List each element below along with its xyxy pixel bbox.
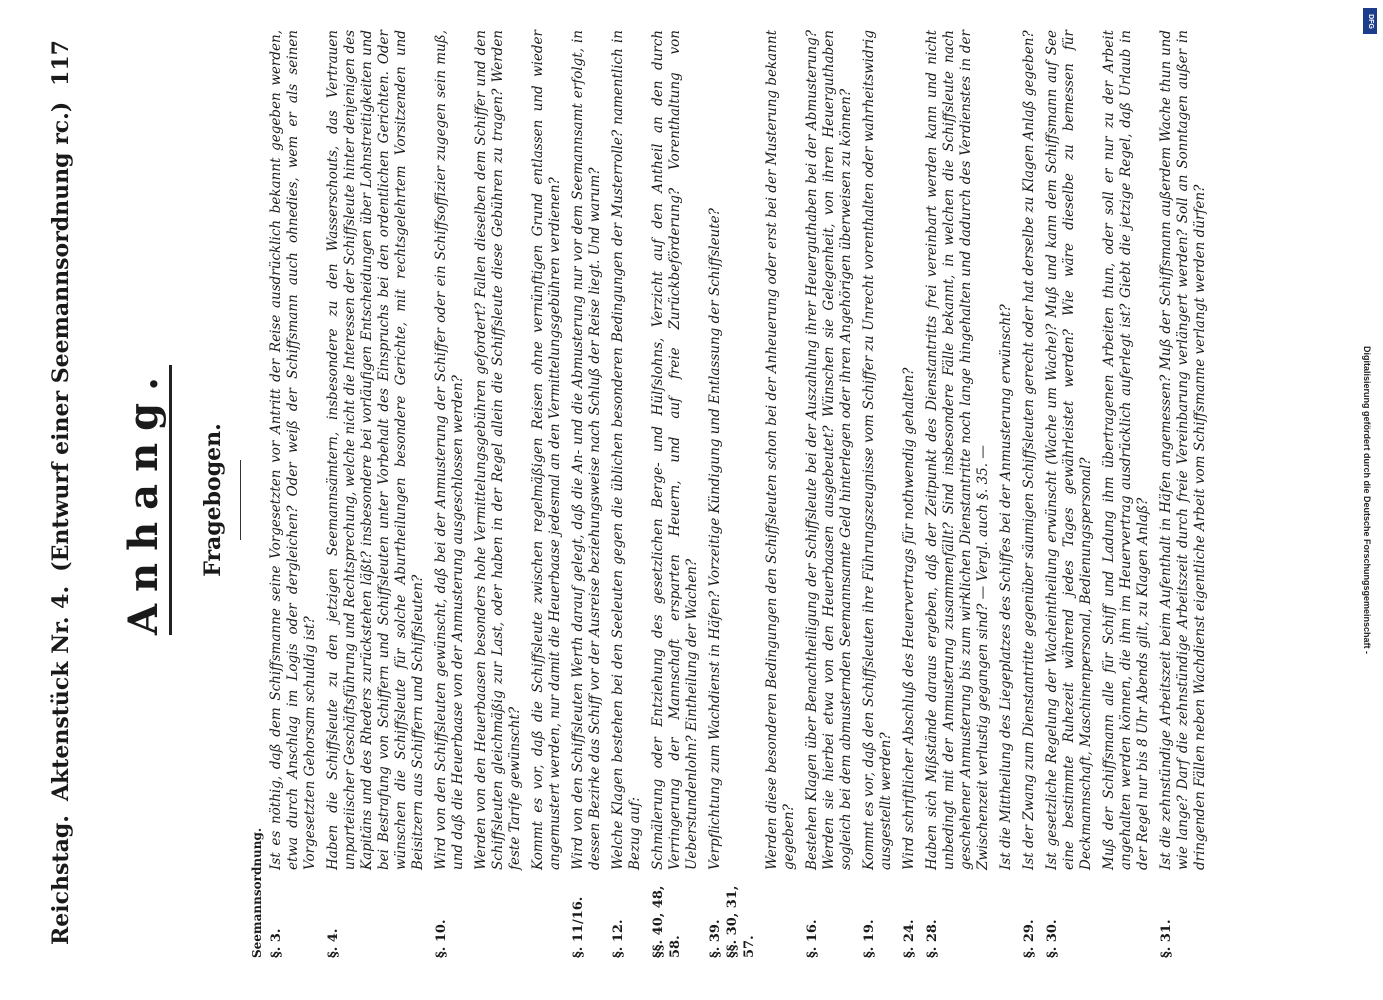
question-text: Wird von den Schiffsleuten Werth darauf gelegt, daß die An- und die Abmusterung nur vor dem Seemannsamt erfolgt, in dessen Bezirke das Schiff vor der Ausreise beziehungsweise nach Schluß der Reise liegt. Und warum? <box>570 30 603 870</box>
paragraph-reference: §. 3. <box>269 928 284 958</box>
question-row <box>924 30 992 958</box>
paragraph-reference: §. 31. <box>1159 919 1174 958</box>
question-row <box>325 30 427 958</box>
side-credit <box>1359 10 1375 990</box>
question-text: Verpflichtung zum Wachdienst in Häfen? Vorzeitige Kündigung und Entlassung der Schiffsleute? <box>707 208 723 870</box>
paragraph-reference: §. 28. <box>925 919 940 958</box>
paragraph-reference: §. 12. <box>611 919 626 958</box>
question-row <box>1044 30 1095 958</box>
question-row <box>570 30 604 958</box>
paragraph-reference: §. 39. §§. 30, 31, 57. <box>708 885 757 958</box>
question-text: Muß der Schiffsmann alle für Schiff und Ladung ihm übertragenen Arbeiten thun, oder soll er nur zu der Arbeit angehalten werden können, die ihm im Heuervertrag ausdrücklich auferlegt ist? Giebt die jetzige Regel, daß Urlaub in der Regel nur bis 8 Uhr Abends gilt, zu Klagen Anlaß? <box>1101 30 1151 870</box>
header-reichstag: Reichstag. <box>48 815 74 945</box>
question-row <box>1021 30 1038 958</box>
question-text: Ist die zehnstündige Arbeitszeit beim Aufenthalt in Häfen angemessen? Muß der Schiffsmann außerdem Wache thun und wie lange? Darf die zehnstündige Arbeitszeit durch freie Vereinbarung verlängert werden? Soll an Sonntagen außer in dringenden Fällen neben Wachdienst eigentliche Arbeit vom Schiffsmanne verlangt werden dürfen? <box>1158 30 1208 870</box>
question-row <box>1158 30 1209 958</box>
side-credit-text: Digitalisierung gefördert durch die Deutsche Forschungsgemeinschaft - <box>1362 345 1372 655</box>
question-text: Werden diese besonderen Bedingungen den Schiffsleuten schon bei der Anheuerung oder erst bei der Musterung bekannt gegeben? <box>764 30 797 870</box>
page-number: 117 <box>48 40 74 86</box>
question-row <box>610 30 644 958</box>
header-description: (Entwurf einer Seemannsordnung rc.) <box>48 101 74 572</box>
page-header <box>48 40 88 945</box>
question-text: Ist die Mittheilung des Liegeplatzes des Schiffes bei der Anmusterung erwünscht? <box>998 304 1014 870</box>
question-row <box>530 30 564 958</box>
question-text: Haben die Schiffsleute zu den jetzigen Seemannsämtern, insbesondere zu den Wasserschouts, das Vertrauen unparteiischer Geschäftsführung und Rechtsprechung, welche nicht die Interessen der Schiffsleute hinter denjenigen des Kapitäns und des Rheders zurückstehen läßt? insbesondere bei vorläufigen Entscheidungen über Lohnstreitigkeiten und bei Bestrafung von Schiffern und Schiffsleuten unter Vorbehalt des Einspruchs bei den ordentlichen Gerichten. Oder wünschen die Schiffsleute für solche Aburtheilungen besondere Gerichte, mit rechtsgelehrtem Vorsitzenden und Beisitzern aus Schiffern und Schiffsleuten? <box>325 30 426 870</box>
paragraph-reference: §. 16. <box>805 919 820 958</box>
question-text: Kommt es vor, daß den Schiffsleuten ihre Führungszeugnisse vom Schiffer zu Unrecht vorenthalten oder wahrheitswidrig ausgestellt werden? <box>861 30 894 870</box>
paragraph-reference: §. 19. <box>862 919 877 958</box>
question-row <box>473 30 524 958</box>
question-row <box>433 30 467 958</box>
question-text: Ist es nöthig, daß dem Schiffsmanne seine Vorgesetzten vor Antritt der Reise ausdrücklich bekannt gegeben werden, etwa durch Anschlag im Logis oder dergleichen? Oder weiß der Schiffsmann auch ohnedies, wem er als seinen Vorgesetzten Gehorsam schuldig ist? <box>268 30 318 870</box>
question-text: Bestehen Klagen über Benachtheiligung der Schiffsleute bei der Auszahlung ihrer Heuerguthaben bei der Abmusterung? Werden sie hierbei etwa von den Heuerbaasen ausgebeutet? Wünschen sie Gelegenheit, von ihren Heuerguthaben sogleich bei dem abmusternden Seemannsamte Geld hinterlegen oder ihren Angehörigen überweisen zu können? <box>804 30 854 870</box>
question-list <box>250 30 1215 958</box>
header-aktenstueck: Aktenstück Nr. 4. <box>48 585 74 802</box>
page-subtitle: Fragebogen. <box>200 423 226 577</box>
question-row <box>901 30 918 958</box>
question-text: Wird schriftlicher Abschluß des Heuervertrags für nothwendig gehalten? <box>901 367 917 870</box>
question-text: Werden von den Heuerbaasen besonders hohe Vermittelungsgebühren gefordert? Fallen dieselben dem Schiffer und den Schiffsleuten gleichmäßig zur Last, oder haben in der Regel allein die Schiffsleute diese Gebühren zu tragen? Werden feste Tarife gewünscht? <box>473 30 523 870</box>
question-text: Haben sich Mißstände daraus ergeben, daß der Zeitpunkt des Dienstantritts frei vereinbart werden kann und nicht unbedingt mit der Anmusterung zusammenfällt? Sind insbesondere Fälle bekannt, in welchen die Schiffsleute nach geschehener Anmusterung bis zum wirklichen Dienstantritte noch lange hingehalten und dadurch des Verdienstes in der Zwischenzeit verlustig gegangen sind? — Vergl. auch §. 35. — <box>924 30 991 870</box>
question-row <box>861 30 895 958</box>
question-row <box>998 30 1015 958</box>
paragraph-reference: §. 30. <box>1045 919 1060 958</box>
question-row <box>268 30 319 958</box>
dfg-logo-text: DFG <box>1366 13 1374 29</box>
question-text: Welche Klagen bestehen bei den Seeleuten gegen die üblichen besonderen Bedingungen der Musterrolle? namentlich in Bezug auf: <box>610 30 643 870</box>
paragraph-reference: §§. 40, 48, 58. <box>651 885 683 958</box>
question-row <box>650 30 701 958</box>
question-row <box>707 30 758 958</box>
paragraph-reference: §. 4. <box>326 928 341 958</box>
paragraph-reference: §. 11/16. <box>571 896 586 958</box>
section-head: Seemannsordnung. <box>250 827 264 958</box>
question-row <box>1101 30 1152 958</box>
question-row <box>804 30 855 958</box>
paragraph-reference: §. 10. <box>434 919 449 958</box>
question-text: Kommt es vor, daß die Schiffsleute zwischen regelmäßigen Reisen ohne vernünftigen Grund entlassen und wieder angemustert werden, nur damit die Heuerbaase jedesmal an den Vermittelungsgebühren verdienen? <box>530 30 563 870</box>
question-text: Wird von den Schiffsleuten gewünscht, daß bei der Anmusterung der Schiffer oder ein Schiffsoffizier zugegen sein muß, und daß die Heuerbaase von der Anmusterung ausgeschlossen werden? <box>433 30 466 870</box>
question-text: Schmälerung oder Entziehung des gesetzlichen Berge- und Hülfslohns, Verzicht auf den Antheil an den durch Verringerung der Mannschaft ersparten Heuern, und auf freie Zurückbeförderung? Vorenthaltung von Ueberstundenlohn? Eintheilung der Wachen? <box>650 30 700 870</box>
page-title <box>120 0 167 1000</box>
divider <box>240 460 241 540</box>
title-text: Anhang. <box>120 365 172 635</box>
paragraph-reference: §. 29. <box>1022 919 1037 958</box>
question-row <box>764 30 798 958</box>
paragraph-reference: §. 24. <box>902 919 917 958</box>
question-text: Ist der Zwang zum Dienstantritte gegenüber säumigen Schiffsleuten gerecht oder hat derselbe zu Klagen Anlaß gegeben? <box>1021 30 1037 870</box>
question-text: Ist gesetzliche Regelung der Wacheintheilung erwünscht (Wache um Wache)? Muß und kann dem Schiffsmann auf See eine bestimmte Ruhezeit während jedes Tages gewährleistet werden? Wie wäre dieselbe zu bemessen für Deckmannschaft, Maschinenpersonal, Bedienungspersonal? <box>1044 30 1094 870</box>
